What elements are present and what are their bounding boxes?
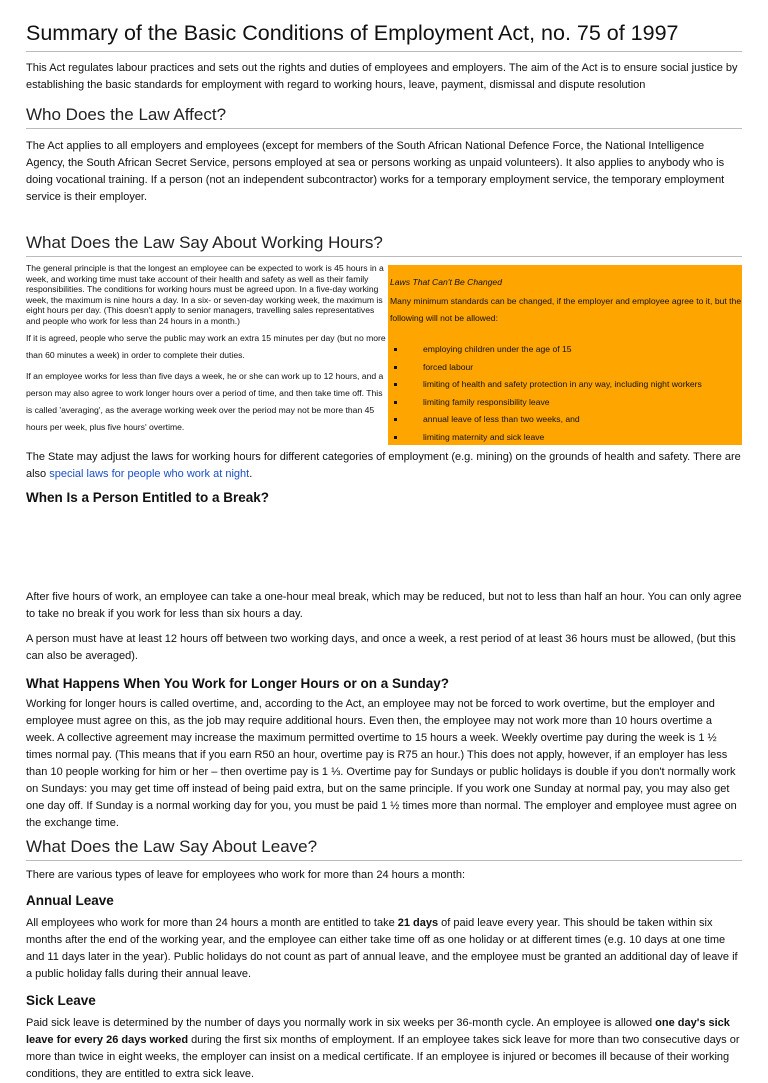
hours-paragraph-1: The general principle is that the longest an employee can be expected to work is 45 hours in a week, and working time must take account of their health and safety as well as their family responsibilities. The conditions for working hours must be agreed upon. In a five-day working week, the maximum is nine hours a day. In a six- or seven-day working week, the maximum is eight hours per day. (This doesn't apply to senior managers, travelling sales representatives and people who work for less than 24 hours in a month.) [26, 263, 384, 326]
laws-cant-change-box [388, 265, 742, 445]
state-adjust-paragraph: The State may adjust the laws for working hours for different categories of employment (e.g. mining) on the grounds of health and safety. There are also special laws for people who work at night. [26, 451, 741, 480]
heading-annual-leave: Annual Leave [26, 893, 114, 908]
box-list [390, 341, 742, 446]
intro-paragraph: This Act regulates labour practices and sets out the rights and duties of employees and employers. The aim of the Act is to ensure social justice by establishing the basic standards for employment with regard to working hours, leave, payment, dismissal and dispute resolution [26, 62, 738, 91]
hours-paragraph-3: If an employee works for less than five days a week, he or she can work up to 12 hours, and a person may also agree to work longer hours over a period of time, and then take time off. This is called 'averaging', as the average working week over the period may not be more than 45 hours per week, plus five hours' overtime. [26, 371, 384, 432]
night-workers-link[interactable]: special laws for people who work at night [49, 468, 250, 480]
working-hours-columns [26, 261, 742, 445]
list-item: limiting family responsibility leave [390, 394, 742, 412]
sick-leave-paragraph: Paid sick leave is determined by the number of days you normally work in six weeks per 36-month cycle. An employee is allowed one day's sick leave for every 26 days worked during the first six months of employment. If an employee takes sick leave for more than two consecutive days or more than twice in eight weeks, the employer can insist on a medical certificate. If an employee is injured or becomes ill because of their working conditions, they are entitled to extra sick leave. [26, 1017, 740, 1080]
annual-leave-paragraph: All employees who work for more than 24 hours a month are entitled to take 21 days of paid leave every year. This should be taken within six months after the end of the working year, and the employee can either take time off as one holiday or at different times (e.g. 10 days at one time and 11 days later in the year). Public holidays do not count as part of annual leave, and the employee must be granted an additional day of leave if a public holiday falls during their annual leave. [26, 917, 738, 980]
page-title: Summary of the Basic Conditions of Employment Act, no. 75 of 1997 [26, 0, 742, 52]
bullet-icon [394, 383, 397, 386]
break-paragraph-1: After five hours of work, an employee can take a one-hour meal break, which may be reduced, but not to less than half an hour. You can only agree to take no break if you work for less than six hours a day. [26, 591, 742, 620]
break-paragraph-2: A person must have at least 12 hours off between two working days, and once a week, a rest period of at least 36 hours must be allowed, (but this can also be averaged). [26, 633, 736, 662]
heading-sick-leave: Sick Leave [26, 993, 96, 1008]
box-title: Laws That Can't Be Changed [390, 277, 502, 287]
list-item: limiting of health and safety protection in any way, including night workers [390, 376, 742, 394]
hours-paragraph-2: If it is agreed, people who serve the public may work an extra 15 minutes per day (but no more than 60 minutes a week) in order to complete their duties. [26, 333, 386, 360]
bullet-icon [394, 436, 397, 439]
box-text: Many minimum standards can be changed, if the employer and employee agree to it, but the following will not be allowed: [390, 296, 742, 323]
bullet-icon [394, 401, 397, 404]
list-item: forced labour [390, 359, 742, 377]
leave-paragraph: There are various types of leave for employees who work for more than 24 hours a month: [26, 869, 465, 881]
heading-overtime: What Happens When You Work for Longer Hours or on a Sunday? [26, 676, 450, 691]
heading-leave: What Does the Law Say About Leave? [26, 836, 742, 861]
bullet-icon [394, 348, 397, 351]
list-item: annual leave of less than two weeks, and [390, 411, 742, 429]
list-item: limiting maternity and sick leave [390, 429, 742, 447]
heading-working-hours: What Does the Law Say About Working Hours? [26, 232, 742, 257]
working-hours-text [26, 261, 386, 436]
who-affected-paragraph: The Act applies to all employers and employees (except for members of the South African National Defence Force, the National Intelligence Agency, the South African Secret Service, persons employed at sea or persons working as unpaid volunteers). It also applies to anybody who is doing vocational training. If a person (not an independent subcontractor) works for a temporary employment service, the temporary employment service is their employer. [26, 140, 725, 203]
heading-who-affected: Who Does the Law Affect? [26, 104, 742, 129]
overtime-paragraph: Working for longer hours is called overtime, and, according to the Act, an employee may not be forced to work overtime, but the employer and employee must agree on this, as the job may require additional hours. Even then, the employee may not work more than 10 hours overtime a week. A collective agreement may increase the maximum permitted overtime to 15 hours a week. Weekly overtime pay during the week is 1 ½ times normal pay. (This means that if you earn R50 an hour, overtime pay is R75 an hour.) This does not apply, however, if an employer has less than 10 people working for him or her – then overtime pay is 1 ⅓. Overtime pay for Sundays or public holidays is double if you don't normally work on Sundays: you may get time off instead of being paid extra, but on the same principle. If you work one Sunday at normal pay, you may also get one day off. If Sunday is a normal working day for you, you must be paid 1 ½ times more than normal. The employer and employee must agree on the exchange time. [26, 698, 737, 829]
bullet-icon [394, 366, 397, 369]
heading-break: When Is a Person Entitled to a Break? [26, 490, 270, 505]
bullet-icon [394, 418, 397, 421]
list-item: employing children under the age of 15 [390, 341, 742, 359]
